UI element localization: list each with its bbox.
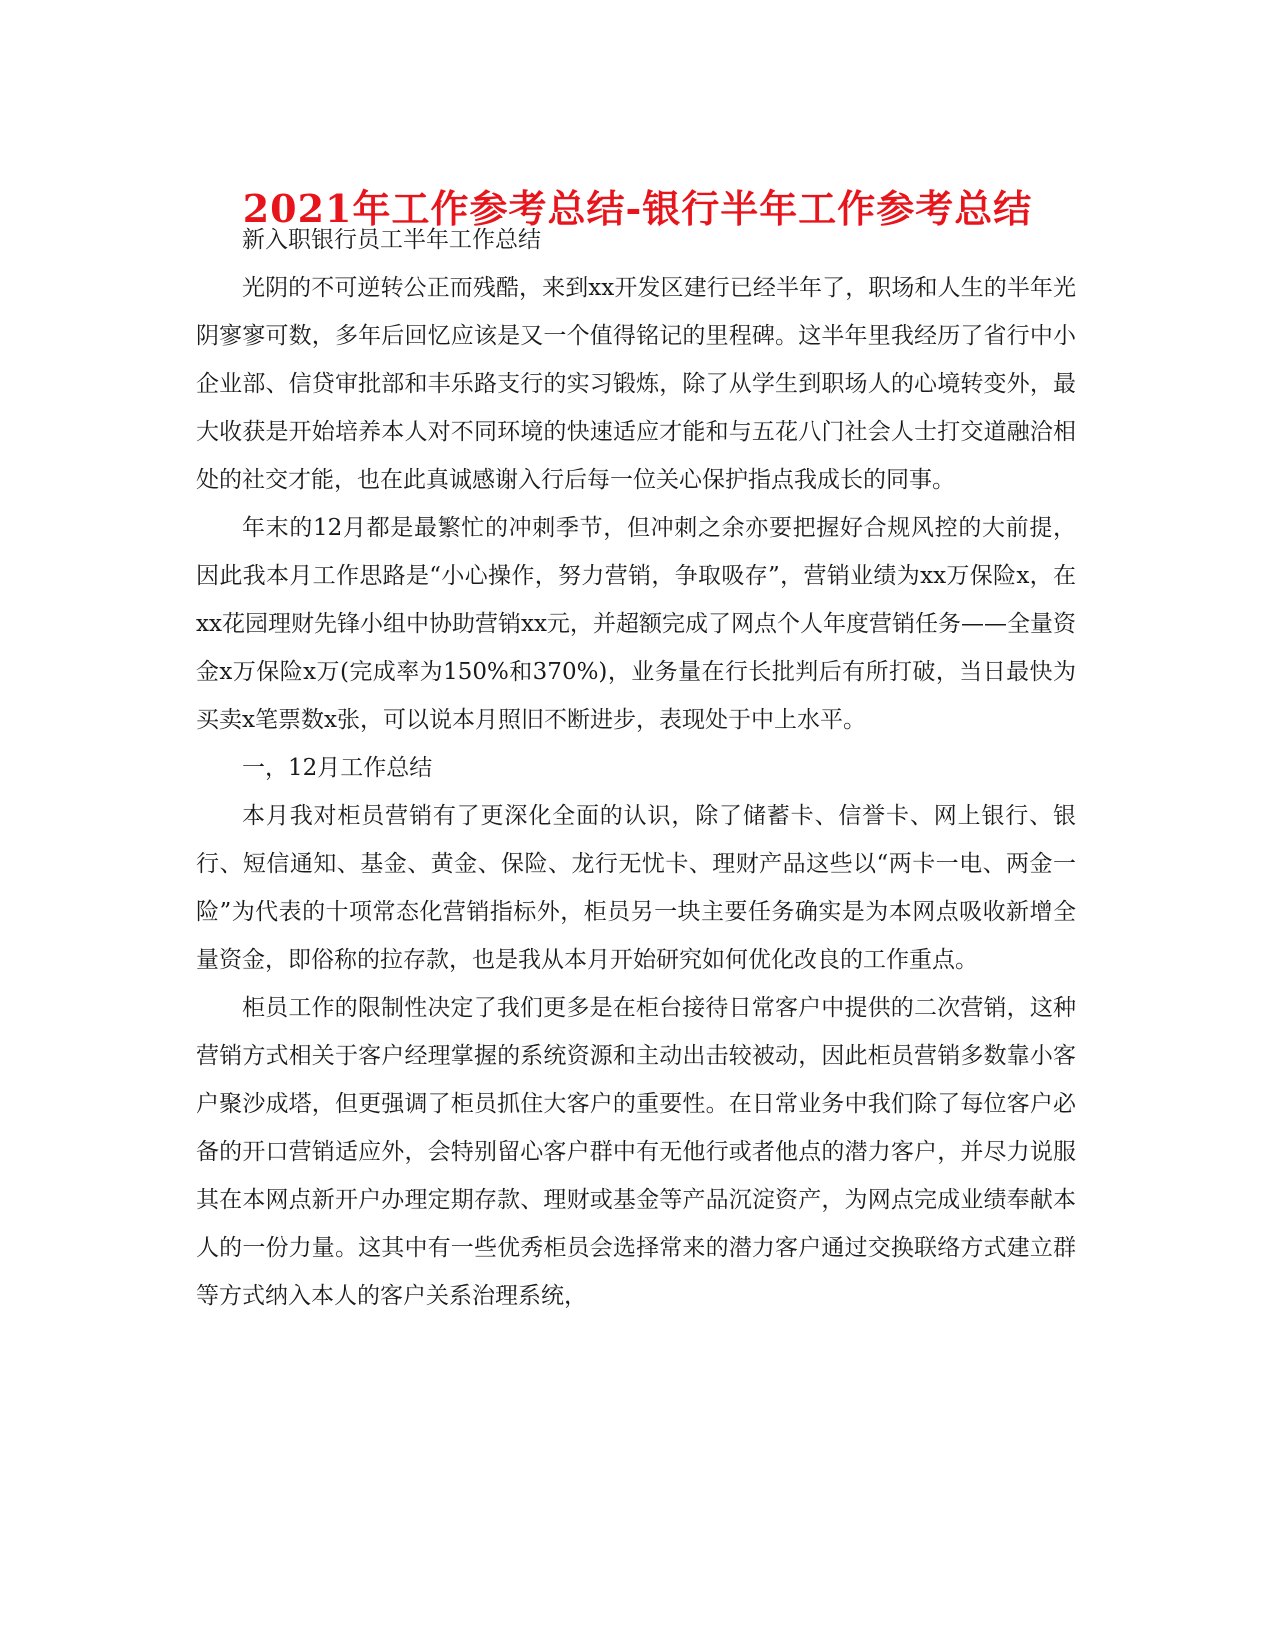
body-paragraph: 光阴的不可逆转公正而残酷，来到xx开发区建行已经半年了，职场和人生的半年光阴寥寥可数，多年后回忆应该是又一个值得铭记的里程碑。这半年里我经历了省行中小企业部、信贷审批部和丰乐路支行的实习锻炼，除了从学生到职场人的心境转变外，最大收获是开始培养本人对不同环境的快速适应才能和与五花八门社会人士打交道融洽相处的社交才能，也在此真诚感谢入行后每一位关心保护指点我成长的同事。 — [196, 275, 1076, 493]
subtitle-paragraph: 新入职银行员工半年工作总结 — [242, 227, 541, 253]
body-paragraph: 柜员工作的限制性决定了我们更多是在柜台接待日常客户中提供的二次营销，这种营销方式相关于客户经理掌握的系统资源和主动出击较被动，因此柜员营销多数靠小客户聚沙成塔，但更强调了柜员抓住大客户的重要性。在日常业务中我们除了每位客户必备的开口营销适应外，会特别留心客户群中有无他行或者他点的潜力客户，并尽力说服其在本网点新开户办理定期存款、理财或基金等产品沉淀资产，为网点完成业绩奉献本人的一份力量。这其中有一些优秀柜员会选择常来的潜力客户通过交换联络方式建立群等方式纳入本人的客户关系治理系统， — [196, 995, 1076, 1309]
document-body — [196, 216, 1076, 1320]
body-paragraph: 年末的12月都是最繁忙的冲刺季节，但冲刺之余亦要把握好合规风控的大前提，因此我本月工作思路是“小心操作，努力营销，争取吸存”，营销业绩为xx万保险x，在xx花园理财先锋小组中协助营销xx元，并超额完成了网点个人年度营销任务——全量资金x万保险x万(完成率为150%和370%)，业务量在行长批判后有所打破，当日最快为买卖x笔票数x张，可以说本月照旧不断进步，表现处于中上水平。 — [196, 515, 1076, 733]
document-title: 2021年工作参考总结-银行半年工作参考总结 — [242, 186, 1033, 232]
section-heading: 一，12月工作总结 — [242, 755, 433, 781]
body-paragraph: 本月我对柜员营销有了更深化全面的认识，除了储蓄卡、信誉卡、网上银行、银行、短信通知、基金、黄金、保险、龙行无忧卡、理财产品这些以“两卡一电、两金一险”为代表的十项常态化营销指标外，柜员另一块主要任务确实是为本网点吸收新增全量资金，即俗称的拉存款，也是我从本月开始研究如何优化改良的工作重点。 — [196, 803, 1076, 973]
